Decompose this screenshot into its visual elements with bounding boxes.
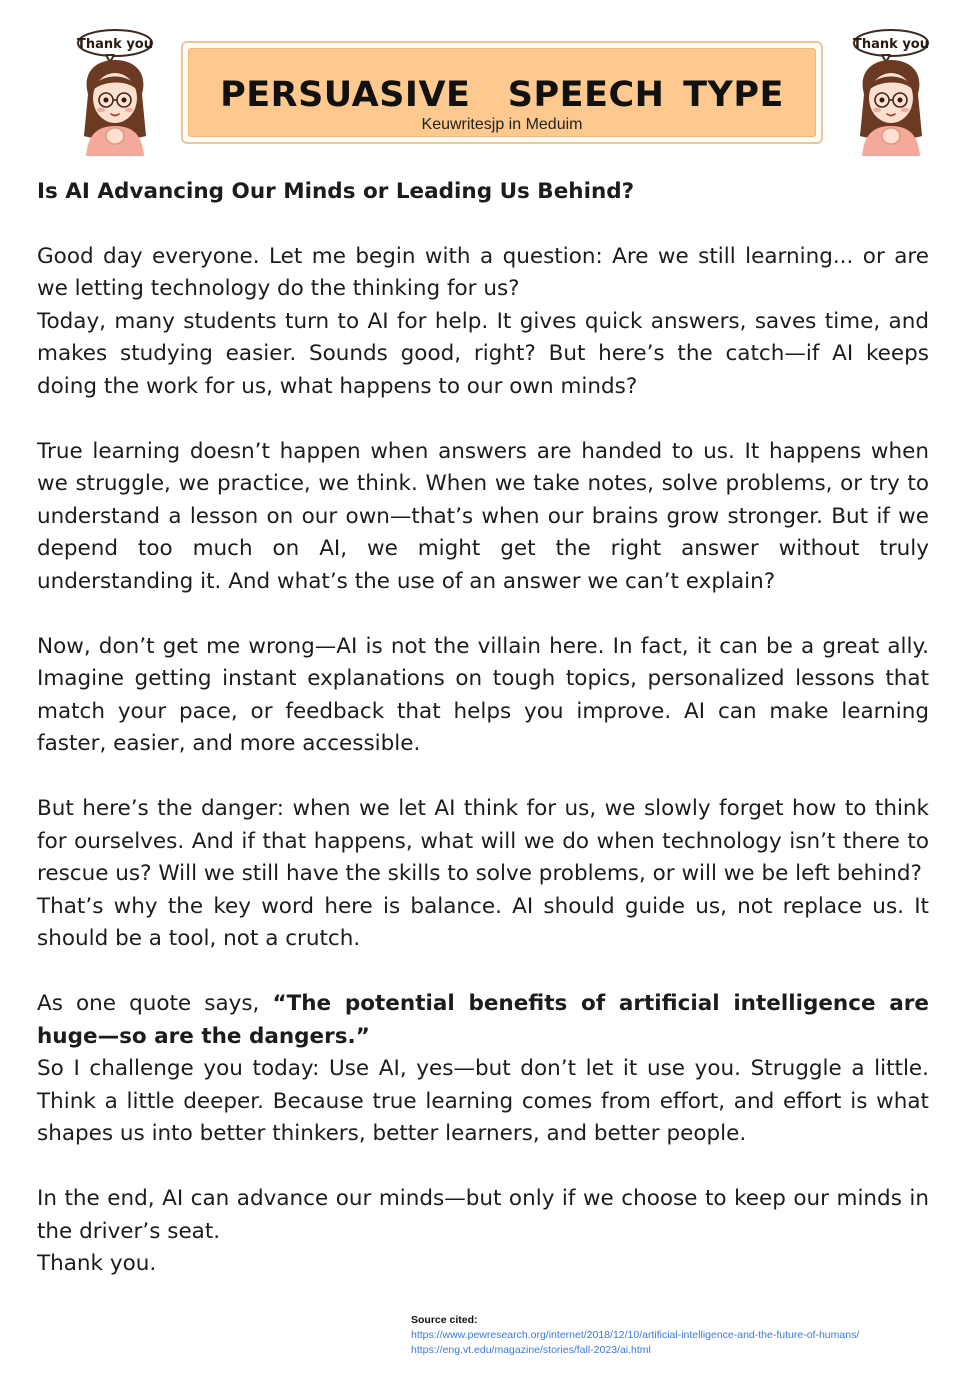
bubble-text: Thank you	[853, 37, 929, 52]
paragraph-line: Good day everyone. Let me begin with a question: Are we still learning... or are we letting technology do the thinking for us?	[37, 243, 929, 301]
paragraph-line: Today, many students turn to AI for help. It gives quick answers, saves time, and makes studying easier. Sounds good, right? But here’s the catch—if AI keeps doing the work for us, what happens to our own minds?	[37, 308, 929, 399]
sources-label: Source cited:	[411, 1314, 478, 1326]
bubble-text: Thank you	[77, 37, 153, 52]
paragraph-ai-ally: Now, don’t get me wrong—AI is not the villain here. In fact, it can be a great ally. Imagine getting instant explanations on tough topics, personalized lessons that match your pace, or feedback that helps you improve. AI can make learning faster, easier, and more accessible.	[37, 633, 929, 756]
title-banner-fill	[188, 48, 816, 137]
paragraph-line: So I challenge you today: Use AI, yes—but don’t let it use you. Struggle a little. Think a little deeper. Because true learning comes from effort, and effort is what shapes us into better thinkers, better learners, and better people.	[37, 1056, 929, 1146]
speech-body	[37, 176, 929, 1281]
paragraph-conclusion	[37, 1183, 929, 1281]
quote-line	[37, 988, 929, 1053]
source-link-vt[interactable]: https://eng.vt.edu/magazine/stories/fall-2023/ai.html	[411, 1344, 651, 1356]
source-link-pew[interactable]: https://www.pewresearch.org/internet/2018/12/10/artificial-intelligence-and-the-future-of-humans/	[411, 1329, 860, 1341]
sources-cited	[411, 1313, 931, 1358]
quote-intro: As one quote says,	[37, 991, 273, 1016]
author-credit: Keuwritesjp in Meduim	[421, 116, 583, 133]
header	[0, 0, 979, 165]
paragraph-danger	[37, 793, 929, 956]
speech-heading: Is AI Advancing Our Minds or Leading Us Behind?	[37, 179, 635, 204]
thank-you-girl-sticker-left	[74, 28, 156, 158]
paragraph-line: But here’s the danger: when we let AI think for us, we slowly forget how to think for ourselves. And if that happens, what will we do when technology isn’t there to rescue us? Will we still have the skills to solve problems, or will we be left behind?	[37, 796, 929, 886]
paragraph-quote	[37, 988, 929, 1151]
paragraph-line: That’s why the key word here is balance. AI should guide us, not replace us. It should be a tool, not a crutch.	[37, 893, 929, 951]
quote-text: “The potential benefits of artificial intelligence are huge—so are the dangers.”	[37, 991, 929, 1049]
title-banner	[181, 41, 823, 144]
closing-line: Thank you.	[37, 1251, 157, 1276]
paragraph-line: In the end, AI can advance our minds—but only if we choose to keep our minds in the driver’s seat.	[37, 1186, 929, 1244]
paragraph-true-learning: True learning doesn’t happen when answers are handed to us. It happens when we struggle, we practice, we think. When we take notes, solve problems, or try to understand a lesson on our own—that’s when our brains grow stronger. But if we depend too much on AI, we might get the right answer without truly understanding it. And what’s the use of an answer we can’t explain?	[37, 438, 929, 594]
thank-you-girl-sticker-right	[850, 28, 932, 158]
page-title: PERSUASIVE SPEECH TYPE	[220, 75, 784, 115]
paragraph-intro	[37, 241, 929, 404]
